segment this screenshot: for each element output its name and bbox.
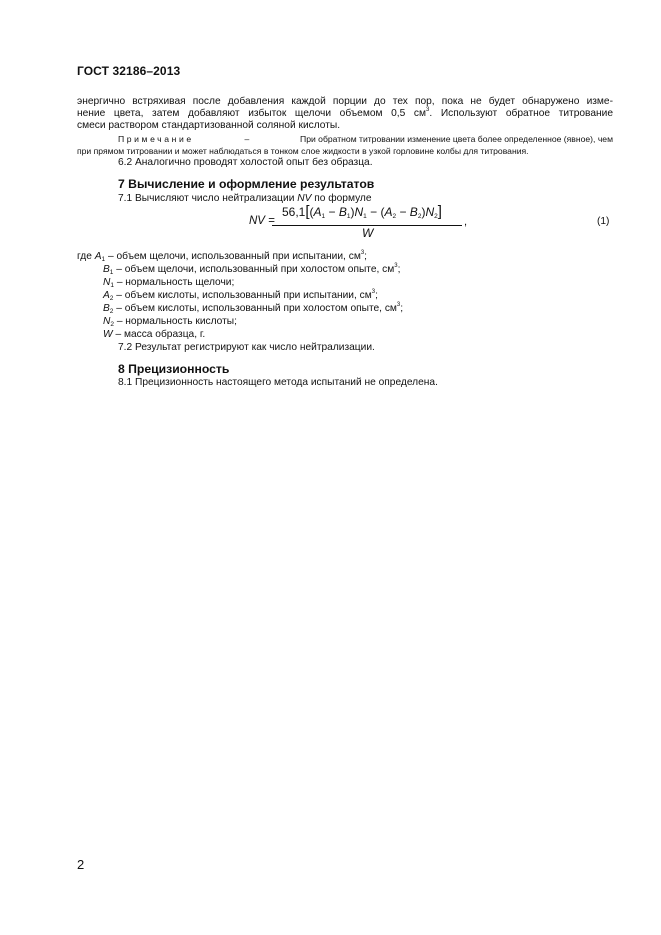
note-line-2: при прямом титровании и может наблюдаться в тонком слое жидкости в узкой горловине колбы для титрования. (77, 146, 529, 156)
formula-comma: , (464, 216, 468, 228)
para-8-1: 8.1 Прецизионность настоящего метода испытаний не определена. (118, 377, 438, 388)
where-item: $A_2$ – объем кислоты, использованный при испытании, $см^3$; (103, 289, 378, 302)
where-item: $N_1$ – нормальность щелочи; (103, 277, 235, 289)
formula-lhs: NV = (249, 215, 275, 227)
intro-line-3: смеси раствором стандартизованной соляной кислоты. (77, 120, 341, 131)
where-item: где $A_1$ – объем щелочи, использованный при испытании, $см^3$; (77, 250, 368, 263)
note-dash: – (244, 134, 250, 144)
where-item: W – масса образца, г. (103, 329, 206, 340)
formula-numerator: $56,1[(A_1 - B_1)N_1 - (A_2 - B_2)N_2]$ (282, 203, 442, 220)
document-header: ГОСТ 32186–2013 (77, 64, 181, 78)
para-7-1: 7.1 Вычисляют число нейтрализации NV по формуле (118, 193, 372, 204)
where-item: $B_1$ – объем щелочи, использованный при холостом опыте, $см^3$; (103, 263, 401, 276)
formula-denominator: W (362, 226, 374, 240)
where-item: $N_2$ – нормальность кислоты; (103, 316, 237, 328)
note-label: Примечание (118, 134, 194, 144)
note-line-1 (118, 134, 613, 145)
intro-line-2: нение цвета, затем добавляют избыток щелочи объемом 0,5 $см^3$. Используют обратное титрование (77, 107, 613, 119)
section-8-title: 8 Прецизионность (118, 362, 230, 376)
section-7-title: 7 Вычисление и оформление результатов (118, 177, 375, 191)
formula-number: (1) (597, 216, 610, 227)
note-text-1: При обратном титровании изменение цвета более определенное (явное), чем (300, 134, 613, 144)
para-7-2: 7.2 Результат регистрируют как число нейтрализации. (118, 342, 375, 353)
where-item: $B_2$ – объем кислоты, использованный при холостом опыте, $см^3$; (103, 302, 404, 315)
intro-line-1: энергично встряхивая после добавления каждой порции до тех пор, пока не будет обнаружено изме- (77, 96, 613, 107)
para-6-2: 6.2 Аналогично проводят холостой опыт без образца. (118, 157, 373, 168)
page-number: 2 (77, 857, 85, 872)
